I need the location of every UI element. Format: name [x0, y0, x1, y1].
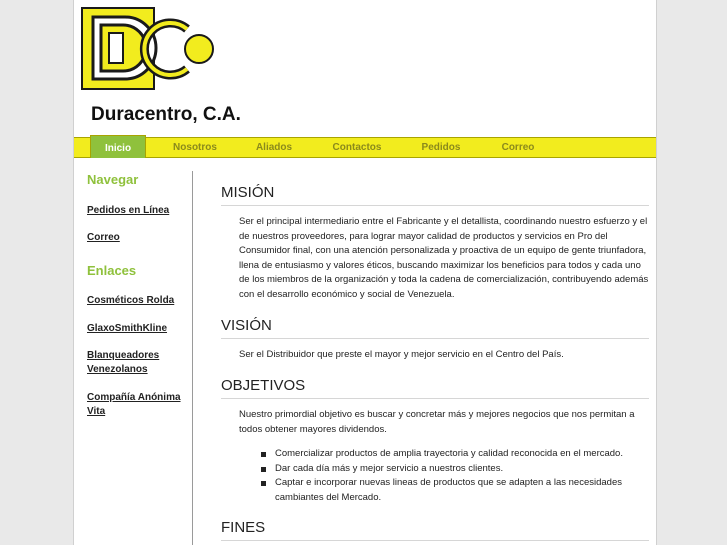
mision-heading: MISIÓN [221, 184, 649, 206]
nav-pedidos[interactable]: Pedidos [421, 142, 461, 153]
sidebar-link-pedidos-en-linea[interactable]: Pedidos en Línea [87, 205, 170, 216]
navegar-heading: Navegar [87, 172, 139, 187]
list-item: Dar cada día más y mejor servicio a nuestros clientes. [261, 462, 651, 477]
nav-nosotros[interactable]: Nosotros [173, 142, 217, 153]
objetivos-heading: OBJETIVOS [221, 377, 649, 399]
fines-heading: FINES [221, 519, 649, 541]
sidebar-divider [192, 171, 193, 545]
mision-text: Ser el principal intermediario entre el Fabricante y el detallista, coordinando nuestro esfuerzo y el de nuestros proveedores, para lograr mayor calidad de productos y servicios en Pro del Consumidor final, con una atención personalizada y proactiva de un equipo de gente triunfadora, llena de entusiasmo y valores éticos, buscando maximizar los beneficios para todos y cada uno de los miembros de la organización y toda la cadena de comercialización, contribuyendo además con el desarrollo económico y social de Venezuela. [239, 216, 649, 300]
page-container [73, 0, 657, 545]
list-item: Captar e incorporar nuevas lineas de productos que se adapten a las necesidades cambiantes del Mercado. [261, 476, 651, 505]
duracentro-logo[interactable] [81, 7, 217, 91]
nav-aliados[interactable]: Aliados [255, 142, 293, 153]
main-nav [74, 137, 656, 158]
nav-inicio[interactable]: Inicio [90, 135, 146, 158]
vision-heading: VISIÓN [221, 317, 649, 339]
sidebar-link-blanqueadores-venezolanos[interactable]: Blanqueadores Venezolanos [87, 350, 160, 375]
objetivos-list [261, 447, 651, 505]
vision-text: Ser el Distribuidor que preste el mayor y mejor servicio en el Centro del País. [239, 349, 564, 360]
sidebar-link-glaxosmithkline[interactable]: GlaxoSmithKline [87, 323, 168, 334]
nav-correo[interactable]: Correo [501, 142, 535, 153]
sidebar-link-correo[interactable]: Correo [87, 232, 120, 243]
enlaces-heading: Enlaces [87, 263, 137, 278]
nav-contactos[interactable]: Contactos [332, 142, 382, 153]
site-title: Duracentro, C.A. [91, 104, 241, 125]
objetivos-text: Nuestro primordial objetivo es buscar y concretar más y mejores negocios que nos permitan a todos obtener mayores dividendos. [239, 409, 635, 435]
list-item: Comercializar productos de amplia trayectoria y calidad reconocida en el mercado. [261, 447, 651, 462]
sidebar-link-compania-anonima-vita[interactable]: Compañía Anónima Vita [87, 392, 181, 417]
sidebar-link-cosmeticos-rolda[interactable]: Cosméticos Rolda [87, 295, 175, 306]
